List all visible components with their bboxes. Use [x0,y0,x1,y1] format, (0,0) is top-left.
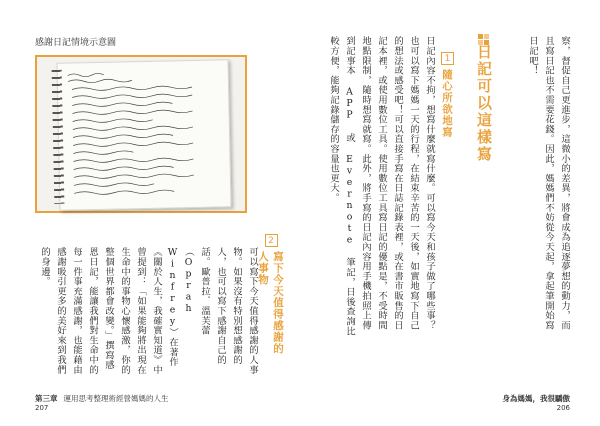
right-body-text: 日記內容不拘，想寫什麼就寫什麼。可以寫今天和孩子做了哪些事？也可以寫下媽媽一天的行程，在結束辛苦的一天後，如實地寫下自己的想法或感受吧！可以直接手寫在日誌記錄表裡，或在書市販售的日記本裡，或使用數位工具。使用數位工具寫日記的優點是，不受時間地點限制，隨時想寫就寫。此外，將手寫的日記內容用手機拍照上傳到記事本 APP 或 Evernote 筆記，日後查詢比較方便，能夠記錄儲存的容量也更大。 [328,36,435,336]
right-footer: 身為媽媽，我很驕傲 [502,394,570,403]
footer-title: 運用思考整理術經營媽媽的人生 [63,394,169,403]
page-number-left: 207 [35,404,49,412]
page-number-right: 206 [556,404,570,412]
section-title: 寫下今天值得感謝的人事物 [257,251,284,355]
footer-chapter: 第三章 [35,394,58,403]
notebook-rings [52,70,65,204]
left-section-heading [256,234,286,361]
figure-caption: 感謝日記情境示意圖 [35,38,117,48]
handwriting-scribbles [64,64,225,205]
page-title: 日記可以這樣寫 [475,44,493,163]
left-body-text: 可以寫下今天值得感謝的人事物。如果沒有特別想感謝的人，也可以寫下感謝自己的話。歐普拉．溫芙蕾（Oprah Winfrey）在著作《關於人生，我確實知道》中曾提到：「如果能夠將出現在生命中的事物心懷感激，你的整個世界都會改變。」撰寫感恩日記，能讓我們對生命中的每一件事充滿感謝，也能藉由感謝吸引更多的美好來到我們的身邊。 [39,247,258,375]
decor-square [484,34,489,39]
right-section-heading [440,52,455,138]
left-footer [35,393,169,404]
right-top-text: 察，督促自己更進步，這微小的差異，將會成為追逐夢想的動力，而且寫日記也不需要花錢。因此，媽媽們不妨從今天起，拿起筆開始寫日記吧！ [527,36,570,330]
section-title: 隨心所欲地寫 [441,69,453,138]
section-number-badge: 2 [265,234,278,247]
decor-square [478,34,483,39]
notebook-photo [56,59,231,211]
section-number-badge: 1 [441,52,454,65]
